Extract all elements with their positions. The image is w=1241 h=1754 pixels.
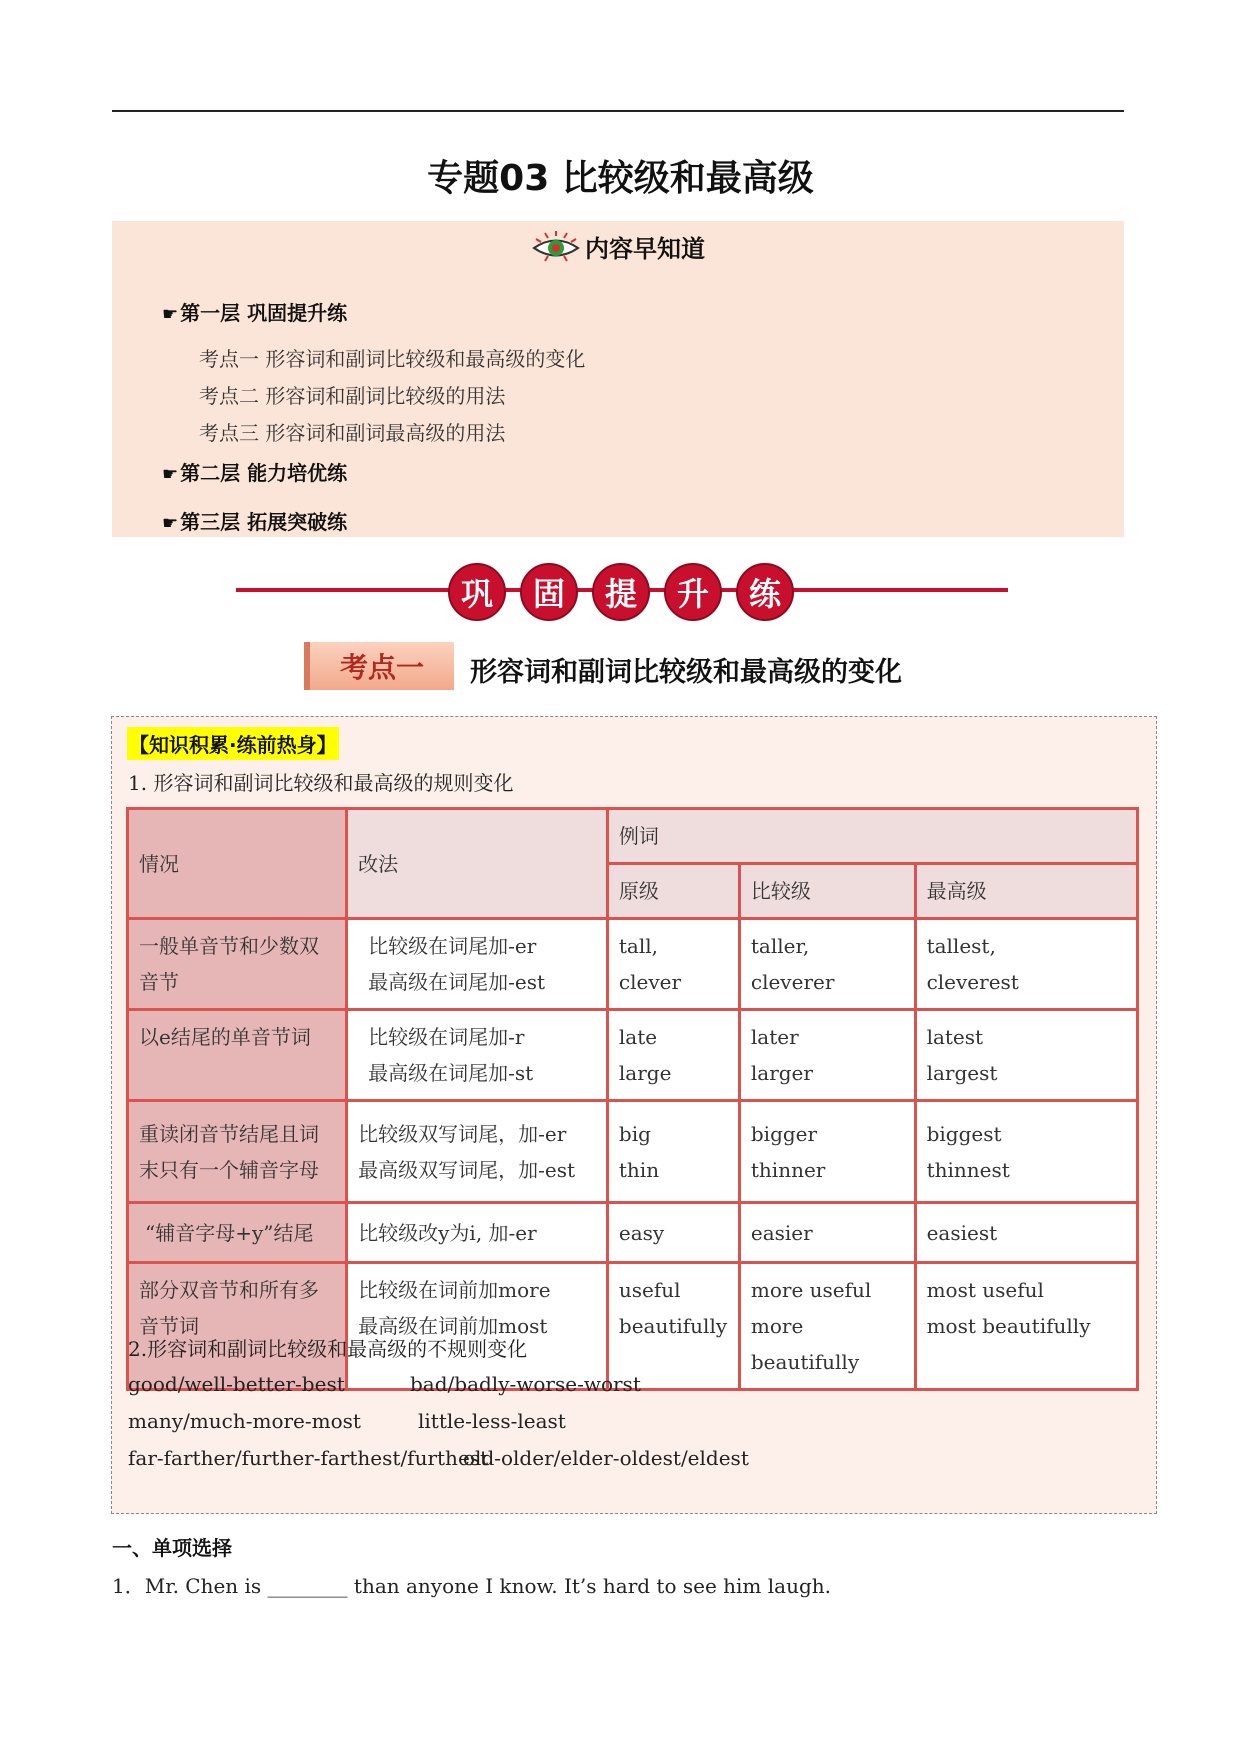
row1-case: 一般单音节和少数双音节 <box>128 919 347 1010</box>
row4-method: 比较级改y为i, 加-er <box>347 1203 608 1263</box>
row2-method: 比较级在词尾加-r 最高级在词尾加-st <box>347 1010 608 1101</box>
irregular-1: good/well-better-best <box>128 1372 345 1396</box>
row3-case: 重读闭音节结尾且词末只有一个辅音字母 <box>128 1101 347 1203</box>
point-2: 考点二 形容词和副词比较级的用法 <box>199 384 506 408</box>
contents-header <box>112 229 1124 271</box>
row5-case: 部分双音节和所有多音节词 <box>128 1263 347 1390</box>
exercise-heading: 一、单项选择 <box>112 1536 232 1560</box>
row2-case: 以e结尾的单音节词 <box>128 1010 347 1101</box>
banner-char-2: 固 <box>520 563 578 621</box>
row3-base: big thin <box>607 1101 739 1203</box>
pointing-hand-icon: ☛ <box>162 464 179 485</box>
row4-base: easy <box>607 1203 739 1263</box>
irregular-3: many/much-more-most <box>128 1409 361 1433</box>
header-comparative: 比较级 <box>739 864 915 919</box>
top-rule <box>112 110 1124 112</box>
row2-superlative: latest largest <box>915 1010 1137 1101</box>
irregular-4: little-less-least <box>418 1409 566 1433</box>
layer-3: ☛ 第三层 拓展突破练 <box>162 510 348 534</box>
header-method: 改法 <box>347 809 608 919</box>
banner-char-5: 练 <box>736 563 794 621</box>
header-superlative: 最高级 <box>915 864 1137 919</box>
row4-superlative: easiest <box>915 1203 1137 1263</box>
section-badge: 考点一 <box>304 642 454 690</box>
question-1: 1．Mr. Chen is ________ than anyone I know. It’s hard to see him laugh. <box>112 1574 831 1598</box>
row4-case: “辅音字母+y”结尾 <box>128 1203 347 1263</box>
row5-comparative: more useful more beautifully <box>739 1263 915 1390</box>
row3-comparative: bigger thinner <box>739 1101 915 1203</box>
irregular-6: old-older/elder-oldest/eldest <box>463 1446 749 1470</box>
row5-method: 比较级在词前加more 最高级在词前加most <box>347 1263 608 1390</box>
row3-superlative: biggest thinnest <box>915 1101 1137 1203</box>
banner-char-4: 升 <box>664 563 722 621</box>
row1-base: tall, clever <box>607 919 739 1010</box>
point-1: 考点一 形容词和副词比较级和最高级的变化 <box>199 347 586 371</box>
pointing-hand-icon: ☛ <box>162 513 179 534</box>
row1-superlative: tallest, cleverest <box>915 919 1137 1010</box>
irregular-5: far-farther/further-farthest/furthest <box>128 1446 489 1470</box>
rule1-title: 1. 形容词和副词比较级和最高级的规则变化 <box>128 771 514 795</box>
header-base: 原级 <box>607 864 739 919</box>
rule2-title: 2.形容词和副词比较级和最高级的不规则变化 <box>128 1337 528 1361</box>
row5-base: useful beautifully <box>607 1263 739 1390</box>
knowledge-tag: 【知识积累·练前热身】 <box>127 727 339 760</box>
point-3: 考点三 形容词和副词最高级的用法 <box>199 421 506 445</box>
pointing-hand-icon: ☛ <box>162 304 179 325</box>
irregular-2: bad/badly-worse-worst <box>410 1372 641 1396</box>
contents-panel <box>112 221 1124 537</box>
row4-comparative: easier <box>739 1203 915 1263</box>
banner-char-1: 巩 <box>448 563 506 621</box>
page-title: 专题03 比较级和最高级 <box>427 158 814 199</box>
row5-superlative: most useful most beautifully <box>915 1263 1137 1390</box>
eye-icon <box>531 229 581 271</box>
row1-comparative: taller, cleverer <box>739 919 915 1010</box>
row2-base: late large <box>607 1010 739 1101</box>
header-case: 情况 <box>128 809 347 919</box>
knowledge-box <box>111 716 1157 1514</box>
header-example: 例词 <box>607 809 1137 864</box>
row1-method: 比较级在词尾加-er 最高级在词尾加-est <box>347 919 608 1010</box>
rule-table <box>126 807 1139 1391</box>
layer-1: ☛ 第一层 巩固提升练 <box>162 301 348 325</box>
banner-char-3: 提 <box>592 563 650 621</box>
section-title: 形容词和副词比较级和最高级的变化 <box>470 657 902 688</box>
contents-header-label: 内容早知道 <box>585 235 705 263</box>
row2-comparative: later larger <box>739 1010 915 1101</box>
row3-method: 比较级双写词尾，加-er 最高级双写词尾，加-est <box>347 1101 608 1203</box>
layer-2: ☛ 第二层 能力培优练 <box>162 461 348 485</box>
